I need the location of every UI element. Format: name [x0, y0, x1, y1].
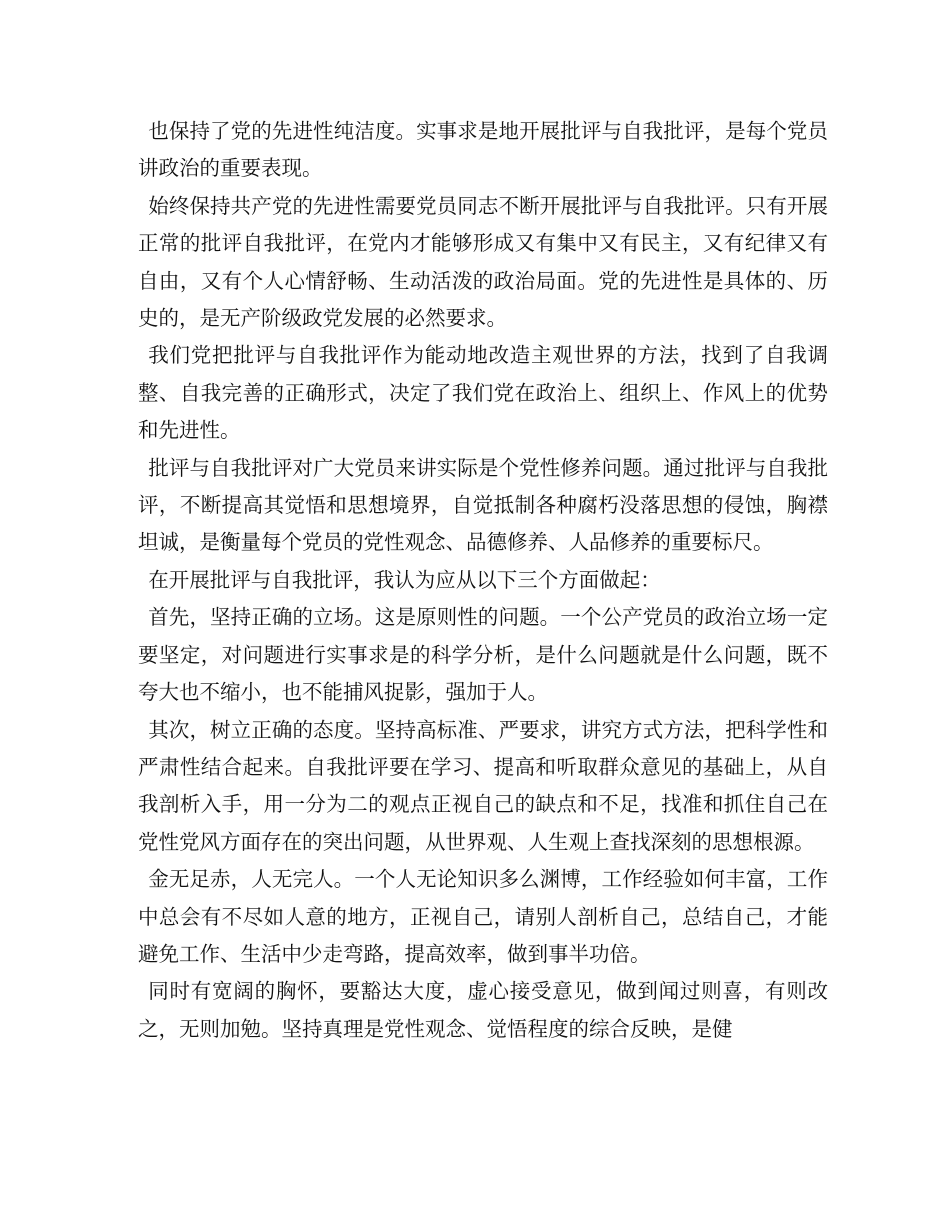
document-body	[138, 113, 828, 1048]
paragraph: 同时有宽阔的胸怀，要豁达大度，虚心接受意见，做到闻过则喜，有则改之，无则加勉。坚持真理是党性观念、觉悟程度的综合反映，是健	[138, 979, 828, 1041]
paragraph: 批评与自我批评对广大党员来讲实际是个党性修养问题。通过批评与自我批评，不断提高其觉悟和思想境界，自觉抵制各种腐朽没落思想的侵蚀，胸襟坦诚，是衡量每个党员的党性观念、品德修养、人品修养的重要标尺。	[138, 455, 828, 555]
paragraph: 首先，坚持正确的立场。这是原则性的问题。一个公产党员的政治立场一定要坚定，对问题进行实事求是的科学分析，是什么问题就是什么问题，既不夸大也不缩小，也不能捕风捉影，强加于人。	[138, 605, 828, 705]
paragraph: 也保持了党的先进性纯洁度。实事求是地开展批评与自我批评，是每个党员讲政治的重要表现。	[138, 119, 828, 181]
paragraph: 金无足赤，人无完人。一个人无论知识多么渊博，工作经验如何丰富，工作中总会有不尽如人意的地方，正视自己，请别人剖析自己，总结自己，才能避免工作、生活中少走弯路，提高效率，做到事半功倍。	[138, 867, 828, 966]
paragraph: 始终保持共产党的先进性需要党员同志不断开展批评与自我批评。只有开展正常的批评自我批评，在党内才能够形成又有集中又有民主，又有纪律又有自由，又有个人心情舒畅、生动活泼的政治局面。党的先进性是具体的、历史的，是无产阶级政党发展的必然要求。	[138, 193, 828, 331]
paragraph: 在开展批评与自我批评，我认为应从以下三个方面做起：	[148, 567, 661, 592]
paragraph: 其次，树立正确的态度。坚持高标准、严要求，讲究方式方法，把科学性和严肃性结合起来。自我批评要在学习、提高和听取群众意见的基础上，从自我剖析入手，用一分为二的观点正视自己的缺点和不足，找准和抓住自己在党性党风方面存在的突出问题，从世界观、人生观上查找深刻的思想根源。	[138, 717, 828, 854]
paragraph: 我们党把批评与自我批评作为能动地改造主观世界的方法，找到了自我调整、自我完善的正确形式，决定了我们党在政治上、组织上、作风上的优势和先进性。	[138, 343, 828, 443]
